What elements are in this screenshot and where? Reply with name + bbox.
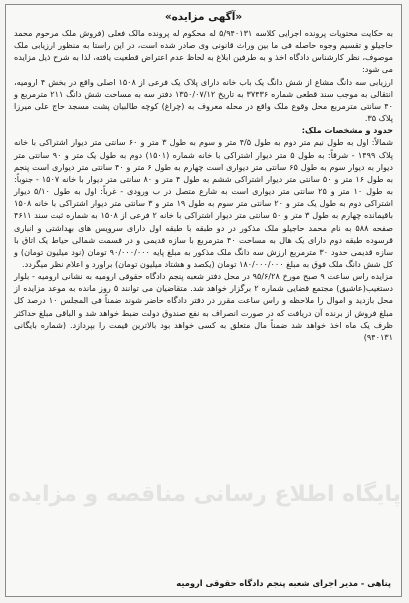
notice-body: [14, 27, 393, 343]
notice-paragraph-auction: مزایده راس ساعت ۹ صبح مورخ ۹۵/۶/۲۸ در محل دفتر شعبه پنجم دادگاه حقوقی ارومیه به نشانی ارومیه - بلوار دستغیب(عاشیق) مجتمع قضایی شماره ۲ برگزار خواهد شد. متقاضیان می توانند ۵ روز مانده به موعد مزایده از محل بازدید و اموال را ملاحظه و راس ساعت مقرر در دفتر دادگاه حاضر شوند ضمناً فی المجلس ۱۰ درصد کل مبلغ فروش از برنده آن دریافت که در صورت انصراف به نفع صندوق دولت ضبط خواهد شد و الباقی مبلغ حداکثر ظرف یک ماه اخذ خواهد شد ضمناً مال متعلق به کسی خواهد بود بالاترین قیمت را بپردازد. (شماره بایگانی ۹۴۰۱۳۱): [14, 271, 394, 342]
notice-paragraph-intro: به حکایت محتویات پرونده اجرایی کلاسه ۵/۹۴۰۱۳۱ له محکوم له پرونده مالک فعلی (فروش ملک مرحوم محمد حاجیلو و تقسیم وجوه حاصله فی ما بین وراث قانونی وی صادر شده است، در این راستا به منظور ارزیابی ملک موصوف، نظر کارشناس دادگاه اخذ و به طرفین ابلاغ به لحاظ عدم اعتراض قطعیت یافته، لذا به شرح ذیل مزایده می شود:: [14, 28, 393, 75]
notice-paragraph-property: ارزیابی سه دانگ مشاع از شش دانگ یک باب خانه دارای پلاک یک فرعی از ۱۵۰۸ اصلی واقع در بخش ۴ ارومیه، انتقالی به موجب سند قطعی شماره ۳۷۴۳۶ به تاریخ ۱۳۵۰/۰۷/۱۲ دفتر سه به مساحت شش دانگ ۲۱۱ مترمربع و ۴۰ سانتی مترمربع محل وقوع ملک واقع در محله معروف به (چراغ) کوچه طالبیان پشت مسجد حاج علی میرزا پلاک ۳۵.: [14, 76, 394, 124]
notice-title: «آگهی مزایده»: [164, 11, 243, 23]
notice-paragraph-boundaries: شمالاً: اول به طول نیم متر دوم به طول ۴/۵ متر و سوم به طول ۳ متر و ۶۰ سانتی متر دیوار اشتراکی با خانه پلاک ۱۴۹۹ - شرقاً: به طول ۵ متر دیوار اشتراکی با خانه شماره (۱۵۰۱) دوم به طول یک متر و ۹۰ سانتی متر دیوار به دیوار سوم به طول ۶۵ سانتی متر دیواری است چهارم به طول ۶ متر و ۴۰ سانتی متر دیواری است پنجم به طول ۱۶ متر و ۵۰ سانتی متر دیوار اشتراکی ششم به طول ۴ متر و ۸۰ سانتی متر دیوار با خانه ۱۵۰۷ - جنوباً: به طول ۱۰ متر و ۲۵ سانتی متر دیواری است به شارع متصل در ب ورودی - غرباً: اول به طول ۵/۱۰ دیوار اشتراکی دوم به طول یک متر و ۲۰ سانتی متر سوم به طول ۱۹ متر و ۳ سانتی متر دیوار اشتراکی با خانه ۱۵۰۸ باقیمانده چهارم به طول ۳ متر و ۵۰ سانتی متر دیوار اشتراکی با خانه ۲ فرعی از ۱۵۰۸ به شماره ثبت سند ۴۶۱۱ صفحه ۵۸۸ به نام محمد حاجیلو ملک مذکور در دو طبقه با طبقه اول دارای سرویس های بهداشتی و انباری قرسوده طبقه دوم دارای یک هال به مساحت ۴۰ مترمربع با سازه قدیمی و در قسمت شمالی حیاط یک اتاق با سازه قدیمی حدود ۳۰ مترمربع ارزش سه دانگ ملک مذکور به مبلغ پایه ۹۰/۰۰۰/۰۰۰ تومان (نود میلیون تومان) و کل شش دانگ ملک فوق به مبلغ ۱۸۰/۰۰۰/۰۰۰ تومان (یکصد و هشتاد میلیون تومان) براورد و اعلام نظر میگردد.: [14, 137, 394, 269]
auction-notice: [5, 4, 402, 597]
boundaries-label: حدود و مشخصات ملک:: [301, 125, 393, 136]
watermark: پایگاه اطلاع رسانی مناقصه و مزایده: [8, 482, 401, 507]
notice-signature: پناهی - مدیر اجرای شعبه پنجم دادگاه حقوقی ارومیه: [176, 578, 391, 588]
